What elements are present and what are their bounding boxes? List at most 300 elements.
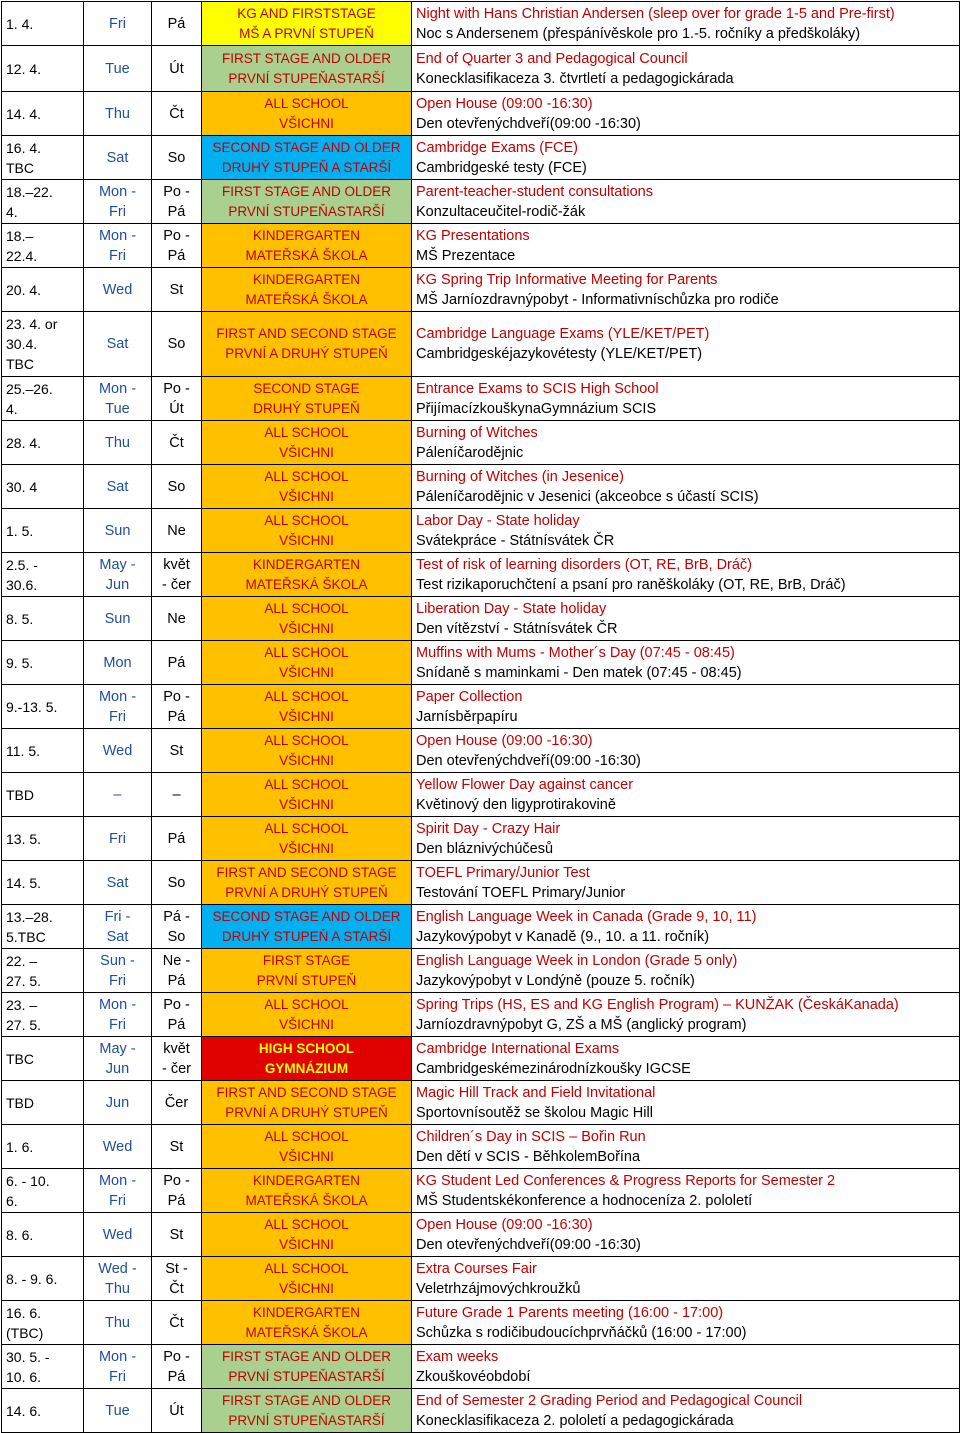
table-row (2, 509, 960, 553)
audience-en: ALL SCHOOL (264, 1260, 349, 1276)
table-row (2, 949, 960, 993)
audience-en: KINDERGARTEN (252, 556, 361, 572)
weekday-en-cell-line: Sat (106, 336, 129, 352)
event-cell (412, 729, 960, 773)
weekday-cz-cell (152, 136, 202, 180)
event-title-en: KG Spring Trip Informative Meeting for Parents (416, 271, 718, 288)
table-row (2, 312, 960, 377)
weekday-cz-cell-line: Pá (167, 708, 186, 725)
date-cell-line: 20. 4. (6, 281, 42, 298)
audience-cz: PRVNÍ STUPEŇASTARŠÍ (228, 203, 385, 219)
event-cell (412, 861, 960, 905)
weekday-en-cell-line: Wed (102, 1226, 133, 1243)
weekday-en-cell-line: Wed (102, 742, 133, 759)
event-title-cz: Testování TOEFL Primary/Junior (416, 884, 626, 901)
audience-cz: MATEŘSKÁ ŠKOLA (245, 1324, 368, 1340)
date-cell-line: 12. 4. (6, 60, 42, 77)
event-cell (412, 1345, 960, 1389)
weekday-cz-cell (152, 1213, 202, 1257)
event-title-cz: Cambridgeské testy (FCE) (416, 159, 587, 176)
event-cell (412, 685, 960, 729)
weekday-cz-cell-line: Po - (163, 227, 190, 244)
date-cell-line: TBC (6, 159, 34, 176)
weekday-cz-cell (152, 641, 202, 685)
event-title-en: Entrance Exams to SCIS High School (416, 380, 659, 397)
weekday-en-cell-line: Fri (109, 1192, 126, 1209)
date-cell-line: 13. 5. (6, 830, 42, 847)
audience-en: ALL SCHOOL (264, 820, 349, 836)
audience-cell (202, 377, 412, 421)
weekday-cz-cell-line: Po - (163, 996, 190, 1013)
weekday-cz-cell-line: Pá (167, 1368, 186, 1385)
audience-en: KINDERGARTEN (252, 1304, 361, 1320)
audience-en: ALL SCHOOL (264, 95, 349, 111)
table-row (2, 773, 960, 817)
event-title-cz: Noc s Andersenem (přespánívěskole pro 1.-5. ročníky a předškoláky) (416, 25, 861, 42)
weekday-cz-cell (152, 685, 202, 729)
event-cell (412, 1301, 960, 1345)
weekday-cz-cell (152, 92, 202, 136)
weekday-en-cell-line: Sat (106, 874, 129, 891)
school-events-calendar (1, 1, 960, 1433)
weekday-cz-cell-line: - čer (162, 1060, 191, 1077)
audience-en: FIRST AND SECOND STAGE (216, 1084, 397, 1100)
weekday-cz-cell-line: Pá (167, 1192, 186, 1209)
date-cell (2, 1037, 84, 1081)
date-cell-line: 14. 5. (6, 874, 42, 891)
audience-cz: GYMNÁZIUM (264, 1060, 349, 1076)
weekday-en-cell-line: Fri (109, 15, 126, 32)
date-cell-line: 8. 6. (6, 1226, 34, 1243)
table-row (2, 1037, 960, 1081)
weekday-en-cell (84, 773, 152, 817)
audience-cell (202, 1081, 412, 1125)
weekday-cz-cell-line: Út (169, 60, 184, 77)
table-row (2, 1257, 960, 1301)
audience-cz: VŠICHNI (279, 840, 334, 856)
event-title-en: Yellow Flower Day against cancer (416, 776, 634, 793)
weekday-cz-cell (152, 421, 202, 465)
event-cell (412, 597, 960, 641)
event-title-cz: Den otevřenýchdveří(09:00 -16:30) (416, 1236, 641, 1253)
date-cell-line: 23. 4. or (6, 316, 58, 332)
event-title-en: Future Grade 1 Parents meeting (16:00 - 17:00) (416, 1304, 724, 1321)
event-title-en: Liberation Day - State holiday (416, 600, 607, 617)
audience-cz: VŠICHNI (279, 620, 334, 636)
date-cell (2, 465, 84, 509)
audience-en: ALL SCHOOL (264, 996, 349, 1012)
event-cell (412, 312, 960, 377)
event-title-cz: Snídaně s maminkami - Den matek (07:45 - 08:45) (416, 664, 742, 681)
event-title-en: Burning of Witches (in Jesenice) (416, 468, 624, 485)
date-cell (2, 1389, 84, 1433)
event-cell (412, 2, 960, 46)
weekday-cz-cell (152, 465, 202, 509)
weekday-en-cell-line: Fri (109, 708, 126, 725)
date-cell-line: 18.– (6, 227, 34, 244)
audience-cz: PRVNÍ STUPEŇASTARŠÍ (228, 1368, 385, 1384)
audience-en: SECOND STAGE (253, 380, 360, 396)
weekday-cz-cell (152, 509, 202, 553)
weekday-cz-cell (152, 949, 202, 993)
event-cell (412, 180, 960, 224)
event-cell (412, 46, 960, 92)
weekday-en-cell (84, 180, 152, 224)
audience-en: FIRST STAGE AND OLDER (221, 183, 392, 199)
event-title-cz: Veletrhzájmovýchkroužků (416, 1280, 581, 1297)
audience-cz: VŠICHNI (279, 488, 334, 504)
event-title-en: KG Student Led Conferences & Progress Reports for Semester 2 (416, 1172, 836, 1189)
event-title-en: TOEFL Primary/Junior Test (416, 864, 590, 881)
table-row (2, 224, 960, 268)
date-cell-line: 1. 4. (6, 15, 34, 32)
date-cell (2, 817, 84, 861)
event-title-en: Muffins with Mums - Mother´s Day (07:45 - 08:45) (416, 644, 735, 661)
weekday-cz-cell (152, 46, 202, 92)
event-title-en: Spring Trips (HS, ES and KG English Program) – KUNŽAK (ČeskáKanada) (416, 996, 899, 1013)
event-title-cz: Jazykovýpobyt v Kanadě (9., 10. a 11. ročník) (416, 928, 710, 945)
date-cell (2, 949, 84, 993)
weekday-cz-cell-line: St (169, 1226, 184, 1243)
weekday-en-cell (84, 92, 152, 136)
event-cell (412, 465, 960, 509)
weekday-cz-cell (152, 1169, 202, 1213)
audience-en: ALL SCHOOL (264, 468, 349, 484)
weekday-cz-cell-line: Pá (167, 247, 186, 264)
table-row (2, 421, 960, 465)
weekday-cz-cell-line: Čer (164, 1094, 189, 1111)
weekday-en-cell-line: Fri (109, 972, 126, 989)
audience-en: ALL SCHOOL (264, 776, 349, 792)
weekday-cz-cell-line: Ne (167, 522, 186, 539)
audience-cz: MATEŘSKÁ ŠKOLA (245, 576, 368, 592)
event-cell (412, 136, 960, 180)
weekday-en-cell-line: Fri (109, 830, 126, 847)
date-cell-line: 10. 6. (6, 1368, 42, 1385)
date-cell-line: 6. - 10. (6, 1172, 50, 1189)
weekday-cz-cell (152, 2, 202, 46)
event-title-cz: Páleníčarodějnic (416, 444, 524, 461)
table-row (2, 465, 960, 509)
event-title-en: Labor Day - State holiday (416, 512, 580, 529)
date-cell (2, 2, 84, 46)
weekday-cz-cell-line: Ne - (162, 952, 191, 969)
audience-cz: VŠICHNI (279, 532, 334, 548)
audience-cell (202, 312, 412, 377)
audience-cz: VŠICHNI (279, 664, 334, 680)
date-cell-line: TBD (6, 786, 34, 803)
weekday-cz-cell-line: Pá (167, 1016, 186, 1033)
date-cell (2, 641, 84, 685)
audience-cell (202, 421, 412, 465)
date-cell-line: 2.5. - (6, 556, 38, 573)
date-cell-line: 14. 6. (6, 1402, 42, 1419)
date-cell (2, 993, 84, 1037)
audience-en: FIRST STAGE (262, 952, 351, 968)
audience-cz: MATEŘSKÁ ŠKOLA (245, 291, 368, 307)
audience-cell (202, 949, 412, 993)
event-title-en: Children´s Day in SCIS – Bořin Run (416, 1128, 646, 1145)
date-cell (2, 421, 84, 465)
event-cell (412, 1037, 960, 1081)
weekday-en-cell-line: Jun (105, 1060, 130, 1077)
audience-en: ALL SCHOOL (264, 1216, 349, 1232)
weekday-cz-cell (152, 180, 202, 224)
audience-cell (202, 509, 412, 553)
date-cell (2, 553, 84, 597)
weekday-en-cell (84, 949, 152, 993)
event-title-en: English Language Week in London (Grade 5 only) (416, 952, 738, 969)
weekday-en-cell-line: Jun (105, 1094, 130, 1111)
weekday-en-cell (84, 312, 152, 377)
weekday-cz-cell-line: Út (169, 400, 184, 417)
calendar-body (2, 2, 960, 1433)
weekday-cz-cell (152, 1345, 202, 1389)
table-row (2, 553, 960, 597)
weekday-en-cell-line: Mon - (98, 996, 137, 1013)
date-cell-line: 30. 4 (6, 478, 38, 495)
date-cell (2, 1169, 84, 1213)
table-row (2, 641, 960, 685)
weekday-cz-cell-line: Pá (167, 203, 186, 220)
audience-cell (202, 2, 412, 46)
audience-en: KINDERGARTEN (252, 227, 361, 243)
audience-cell (202, 46, 412, 92)
event-title-cz: Sportovnísoutěž se školou Magic Hill (416, 1104, 653, 1121)
weekday-en-cell-line: Tue (105, 60, 130, 77)
audience-en: HIGH SCHOOL (258, 1040, 355, 1056)
date-cell (2, 1301, 84, 1345)
audience-en: KG AND FIRSTSTAGE (237, 5, 376, 21)
audience-cell (202, 1125, 412, 1169)
audience-cell (202, 1345, 412, 1389)
table-row (2, 1301, 960, 1345)
audience-cell (202, 905, 412, 949)
event-cell (412, 949, 960, 993)
event-title-cz: Cambridgeskémezinárodnízkoušky IGCSE (416, 1060, 691, 1077)
weekday-cz-cell-line: Ne (167, 610, 186, 627)
weekday-en-cell (84, 817, 152, 861)
audience-en: ALL SCHOOL (264, 1128, 349, 1144)
weekday-cz-cell-line: So (167, 874, 186, 891)
weekday-cz-cell-line: Po - (163, 1348, 190, 1365)
event-title-cz: Páleníčarodějnic v Jesenici (akceobce s účastí SCIS) (416, 488, 759, 505)
table-row (2, 1081, 960, 1125)
date-cell (2, 180, 84, 224)
weekday-en-cell (84, 421, 152, 465)
audience-cz: VŠICHNI (279, 1236, 334, 1252)
weekday-en-cell (84, 1257, 152, 1301)
audience-cell (202, 1037, 412, 1081)
audience-cz: PRVNÍ A DRUHÝ STUPEŇ (225, 346, 388, 361)
date-cell-line: 22. – (6, 952, 38, 969)
event-title-cz: PřijímacízkouškynaGymnázium SCIS (416, 400, 657, 417)
date-cell-line: 18.–22. (6, 183, 53, 200)
event-title-en: Cambridge Exams (FCE) (416, 139, 578, 156)
weekday-cz-cell-line: St (169, 1138, 184, 1155)
date-cell (2, 1125, 84, 1169)
audience-en: ALL SCHOOL (264, 732, 349, 748)
weekday-cz-cell-line: Po - (163, 380, 190, 397)
weekday-en-cell-line: Sun (104, 522, 131, 539)
weekday-cz-cell-line: Pá (167, 15, 186, 32)
event-cell (412, 1257, 960, 1301)
date-cell (2, 224, 84, 268)
weekday-en-cell (84, 685, 152, 729)
weekday-en-cell (84, 905, 152, 949)
table-row (2, 817, 960, 861)
weekday-cz-cell-line: So (167, 336, 186, 352)
table-row (2, 1389, 960, 1433)
weekday-cz-cell-line: Pá (167, 830, 186, 847)
event-title-en: Magic Hill Track and Field Invitational (416, 1084, 656, 1101)
date-cell (2, 685, 84, 729)
event-title-en: Night with Hans Christian Andersen (sleep over for grade 1-5 and Pre-first) (416, 5, 895, 22)
date-cell (2, 861, 84, 905)
weekday-en-cell (84, 1125, 152, 1169)
date-cell-line: 27. 5. (6, 1016, 42, 1033)
audience-en: ALL SCHOOL (264, 688, 349, 704)
table-row (2, 685, 960, 729)
audience-en: SECOND STAGE AND OLDER (212, 908, 401, 924)
event-cell (412, 509, 960, 553)
weekday-en-cell-line: Wed (102, 281, 133, 298)
event-title-en: Parent-teacher-student consultations (416, 183, 653, 200)
date-cell-line: TBC (6, 356, 34, 372)
audience-cell (202, 1389, 412, 1433)
weekday-cz-cell-line: Po - (163, 183, 190, 200)
weekday-en-cell (84, 1037, 152, 1081)
audience-cell (202, 861, 412, 905)
event-cell (412, 1081, 960, 1125)
weekday-cz-cell-line: Čt (169, 434, 184, 451)
event-cell (412, 1125, 960, 1169)
weekday-en-cell (84, 597, 152, 641)
weekday-en-cell (84, 2, 152, 46)
date-cell (2, 773, 84, 817)
audience-cell (202, 180, 412, 224)
weekday-cz-cell-line: Pá (167, 972, 186, 989)
weekday-en-cell-line: Tue (105, 1402, 130, 1419)
weekday-en-cell-line: Sat (106, 928, 129, 945)
date-cell-line: 30. 5. - (6, 1348, 50, 1365)
date-cell (2, 268, 84, 312)
event-title-cz: Schůzka s rodičibudoucíchprvňáčků (16:00 - 17:00) (416, 1324, 747, 1341)
event-title-cz: Konzultaceučitel-rodič-žák (416, 203, 586, 220)
weekday-en-cell-line: Mon - (98, 1348, 137, 1365)
audience-cz: VŠICHNI (279, 1016, 334, 1032)
event-title-en: Open House (09:00 -16:30) (416, 732, 593, 749)
weekday-en-cell (84, 136, 152, 180)
event-cell (412, 268, 960, 312)
date-cell-line: 16. 4. (6, 139, 42, 156)
event-title-en: End of Quarter 3 and Pedagogical Council (416, 50, 688, 67)
table-row (2, 268, 960, 312)
weekday-en-cell (84, 268, 152, 312)
date-cell (2, 729, 84, 773)
weekday-en-cell (84, 465, 152, 509)
date-cell (2, 46, 84, 92)
event-title-en: Cambridge International Exams (416, 1040, 620, 1057)
date-cell (2, 377, 84, 421)
event-title-cz: Svátekpráce - Státnísvátek ČR (416, 532, 615, 549)
weekday-en-cell-line: Mon (103, 654, 132, 671)
audience-en: SECOND STAGE AND OLDER (212, 139, 401, 155)
table-row (2, 377, 960, 421)
weekday-cz-cell-line: Po - (163, 688, 190, 705)
event-title-en: Extra Courses Fair (416, 1260, 537, 1277)
date-cell-line: 14. 4. (6, 105, 42, 122)
weekday-en-cell (84, 993, 152, 1037)
audience-en: FIRST STAGE AND OLDER (221, 50, 392, 66)
audience-cz: DRUHÝ STUPEŇ A STARŠÍ (221, 159, 392, 175)
audience-en: FIRST STAGE AND OLDER (221, 1392, 392, 1408)
event-cell (412, 553, 960, 597)
weekday-en-cell-line: Fri (109, 1368, 126, 1385)
event-title-cz: MŠ Studentskékonference a hodnoceníza 2. pololetí (416, 1192, 753, 1209)
weekday-en-cell-line: Wed - (98, 1260, 137, 1277)
event-title-cz: MŠ Prezentace (416, 247, 516, 264)
weekday-cz-cell (152, 817, 202, 861)
weekday-cz-cell (152, 377, 202, 421)
date-cell-line: 6. (6, 1192, 18, 1209)
weekday-cz-cell-line: Pá (167, 654, 186, 671)
weekday-en-cell-line: Sun - (100, 952, 135, 969)
event-cell (412, 817, 960, 861)
weekday-cz-cell-line: So (167, 478, 186, 495)
weekday-cz-cell-line: květ (163, 1040, 190, 1057)
event-title-cz: Den dětí v SCIS - BěhkolemBořína (416, 1148, 641, 1165)
weekday-cz-cell-line: - čer (162, 576, 191, 593)
audience-cz: VŠICHNI (279, 708, 334, 724)
weekday-cz-cell-line: Út (169, 1402, 184, 1419)
date-cell-line: 28. 4. (6, 434, 42, 451)
weekday-en-cell (84, 641, 152, 685)
event-cell (412, 377, 960, 421)
audience-cell (202, 1301, 412, 1345)
weekday-cz-cell (152, 905, 202, 949)
event-cell (412, 1169, 960, 1213)
date-cell-line: 1. 6. (6, 1138, 34, 1155)
date-cell (2, 1213, 84, 1257)
audience-cell (202, 685, 412, 729)
weekday-cz-cell (152, 1389, 202, 1433)
table-row (2, 180, 960, 224)
table-row (2, 46, 960, 92)
table-row (2, 1169, 960, 1213)
date-cell (2, 92, 84, 136)
date-cell-line: 13.–28. (6, 908, 53, 925)
audience-cz: VŠICHNI (279, 444, 334, 460)
weekday-en-cell-line: Fri - (104, 908, 131, 925)
event-cell (412, 92, 960, 136)
weekday-en-cell-line: Mon - (98, 380, 137, 397)
date-cell (2, 136, 84, 180)
event-title-cz: Den vítězství - Státnísvátek ČR (416, 620, 618, 637)
audience-cell (202, 1257, 412, 1301)
weekday-en-cell (84, 1389, 152, 1433)
weekday-cz-cell-line: Čt (169, 1314, 184, 1331)
weekday-en-cell-line: Tue (105, 400, 130, 417)
event-title-cz: Cambridgeskéjazykovétesty (YLE/KET/PET) (416, 346, 703, 362)
event-title-en: Paper Collection (416, 688, 523, 705)
audience-cell (202, 136, 412, 180)
event-title-cz: MŠ Jarníozdravnýpobyt - Informativníschůzka pro rodiče (416, 291, 779, 308)
date-cell (2, 597, 84, 641)
weekday-cz-cell (152, 1301, 202, 1345)
event-title-cz: Den otevřenýchdveří(09:00 -16:30) (416, 752, 641, 769)
date-cell-line: TBD (6, 1094, 34, 1111)
